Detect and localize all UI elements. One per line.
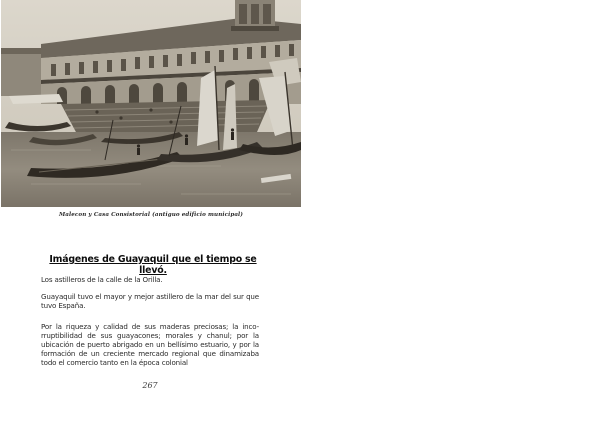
paragraph-3: Por la riqueza y calidad de sus maderas preciosas; la inco-rruptibilidad de sus guayacones; morales y chanul; por la ubicación de puerto abrigado en un bellísimo estuario, y por la formación de un creciente mercado regional que dinamizaba todo el comercio tanto en la época colonial — [41, 322, 259, 368]
photo-illustration — [1, 0, 301, 207]
page-number: 267 — [142, 381, 158, 390]
historic-photo — [1, 0, 301, 207]
paragraph-2: Guayaquil tuvo el mayor y mejor astillero de la mar del sur que tuvo España. — [41, 292, 259, 311]
paragraph-1: Los astilleros de la calle de la Orilla. — [41, 275, 163, 284]
photo-caption: Malecon y Casa Consistorial (antiguo edificio municipal) — [58, 212, 244, 218]
right-page — [299, 0, 600, 425]
section-title: Imágenes de Guayaquil que el tiempo se llevó. — [49, 254, 257, 276]
